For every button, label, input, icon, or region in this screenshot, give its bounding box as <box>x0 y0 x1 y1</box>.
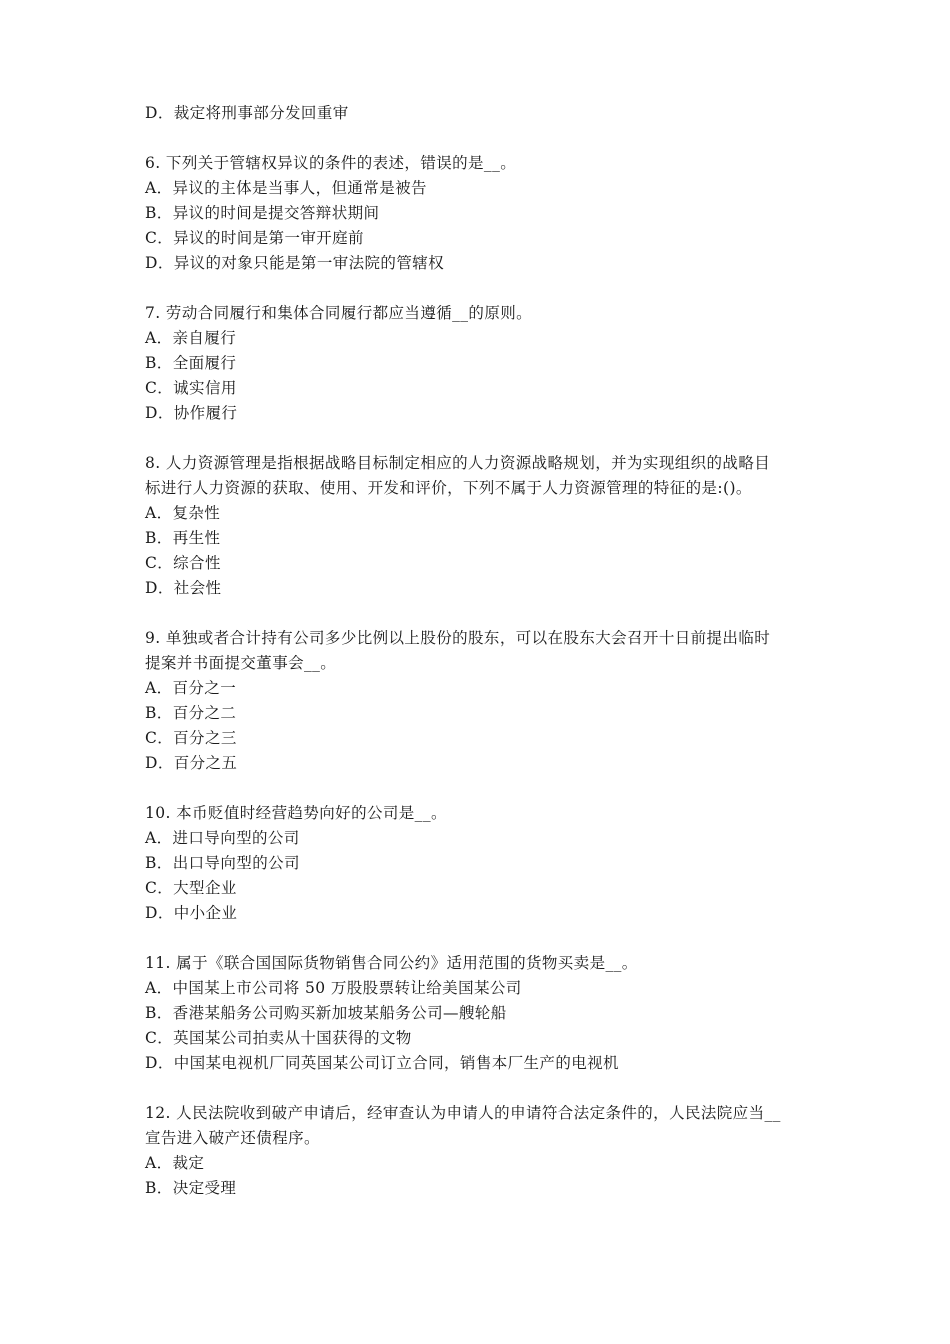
spacer <box>145 126 815 151</box>
spacer <box>145 1076 815 1101</box>
question-stem-line-1: 9. 单独或者合计持有公司多少比例以上股份的股东，可以在股东大会召开十日前提出临时 <box>145 629 771 647</box>
spacer <box>145 926 815 951</box>
option-b: B．决定受理 <box>145 1179 237 1197</box>
question-stem: 7. 劳动合同履行和集体合同履行都应当遵循__的原则。 <box>145 304 533 322</box>
option-b: B．百分之二 <box>145 704 237 722</box>
option-a: A．亲自履行 <box>145 329 237 347</box>
option-a: A．异议的主体是当事人，但通常是被告 <box>145 179 427 197</box>
option-a: A．进口导向型的公司 <box>145 829 300 847</box>
question-stem-line-2: 标进行人力资源的获取、使用、开发和评价，下列不属于人力资源管理的特征的是:()。 <box>145 479 752 497</box>
option-b: B．香港某船务公司购买新加坡某船务公司—艘轮船 <box>145 1004 507 1022</box>
carryover-option-d: D．裁定将刑事部分发回重审 <box>145 104 349 122</box>
option-a: A．百分之一 <box>145 679 237 697</box>
question-stem: 10. 本币贬值时经营趋势向好的公司是__。 <box>145 804 447 822</box>
option-d: D．协作履行 <box>145 404 238 422</box>
option-a: A．中国某上市公司将 50 万股股票转让给美国某公司 <box>145 979 522 997</box>
question-stem-line-1: 8. 人力资源管理是指根据战略目标制定相应的人力资源战略规划，并为实现组织的战略目 <box>145 454 771 472</box>
option-b: B．全面履行 <box>145 354 237 372</box>
option-a: A．裁定 <box>145 1154 205 1172</box>
question-7 <box>145 301 815 426</box>
document-page <box>145 101 815 1201</box>
spacer <box>145 776 815 801</box>
question-12 <box>145 1101 815 1201</box>
question-stem-line-2: 提案并书面提交董事会__。 <box>145 654 337 672</box>
option-c: C．百分之三 <box>145 729 237 747</box>
option-c: C．综合性 <box>145 554 221 572</box>
option-b: B．异议的时间是提交答辩状期间 <box>145 204 380 222</box>
question-stem: 6. 下列关于管辖权异议的条件的表述，错误的是__。 <box>145 154 517 172</box>
question-stem: 11. 属于《联合国国际货物销售合同公约》适用范围的货物买卖是__。 <box>145 954 638 972</box>
option-a: A．复杂性 <box>145 504 221 522</box>
question-11 <box>145 951 815 1076</box>
option-c: C．异议的时间是第一审开庭前 <box>145 229 364 247</box>
option-d: D．中国某电视机厂同英国某公司订立合同，销售本厂生产的电视机 <box>145 1054 619 1072</box>
spacer <box>145 601 815 626</box>
question-6 <box>145 151 815 276</box>
option-d: D．中小企业 <box>145 904 238 922</box>
question-stem-line-1: 12. 人民法院收到破产申请后，经审查认为申请人的申请符合法定条件的，人民法院应当__ <box>145 1104 781 1122</box>
question-9 <box>145 626 815 776</box>
option-d: D．百分之五 <box>145 754 238 772</box>
option-c: C．大型企业 <box>145 879 237 897</box>
option-d: D．异议的对象只能是第一审法院的管辖权 <box>145 254 445 272</box>
option-d: D．社会性 <box>145 579 222 597</box>
question-10 <box>145 801 815 926</box>
question-8 <box>145 451 815 601</box>
spacer <box>145 426 815 451</box>
question-stem-line-2: 宣告进入破产还债程序。 <box>145 1129 320 1147</box>
option-c: C．英国某公司拍卖从十国获得的文物 <box>145 1029 412 1047</box>
option-b: B．出口导向型的公司 <box>145 854 300 872</box>
option-b: B．再生性 <box>145 529 221 547</box>
spacer <box>145 276 815 301</box>
option-c: C．诚实信用 <box>145 379 237 397</box>
